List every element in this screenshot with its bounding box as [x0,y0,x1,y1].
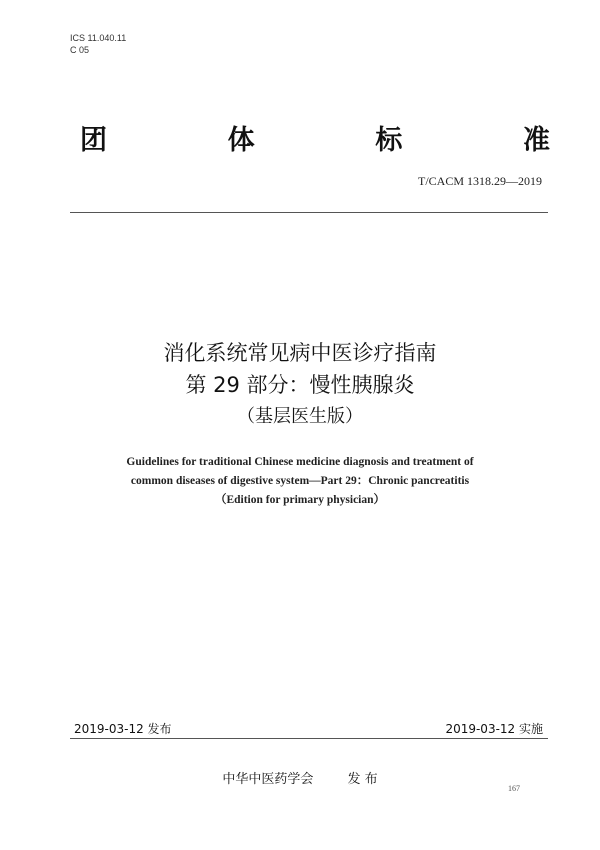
english-title-line-1: Guidelines for traditional Chinese medicine diagnosis and treatment of [126,456,474,468]
standard-code: T/CACM 1318.29—2019 [417,174,542,188]
ics-code: ICS 11.040.11 [70,33,127,43]
chinese-title-line-3: （基层医生版） [237,406,363,427]
footer-divider [70,738,548,739]
classification-codes [70,32,126,56]
standard-type-heading [80,118,550,157]
issuer-action: 发 布 [347,772,378,787]
standard-type-char: 团 [80,125,107,156]
english-title-line-3: （Edition for primary physician） [214,494,386,506]
implementation-date: 2019-03-12 实施 [445,722,543,736]
page-number: 167 [508,784,520,793]
english-title [0,453,600,510]
standard-type-char: 体 [227,125,255,156]
issuer-org: 中华中医药学会 [222,772,314,787]
chinese-title-line-2: 第 29 部分：慢性胰腺炎 [185,373,415,397]
publish-date: 2019-03-12 发布 [74,722,172,736]
header-divider [70,212,548,213]
standard-type-char: 标 [375,125,403,156]
chinese-title-line-1: 消化系统常见病中医诊疗指南 [163,341,437,365]
english-title-line-2: common diseases of digestive system—Part 29：Chronic pancreatitis [130,475,470,487]
ccs-code: C 05 [70,45,90,55]
standard-type-char: 准 [522,125,550,156]
